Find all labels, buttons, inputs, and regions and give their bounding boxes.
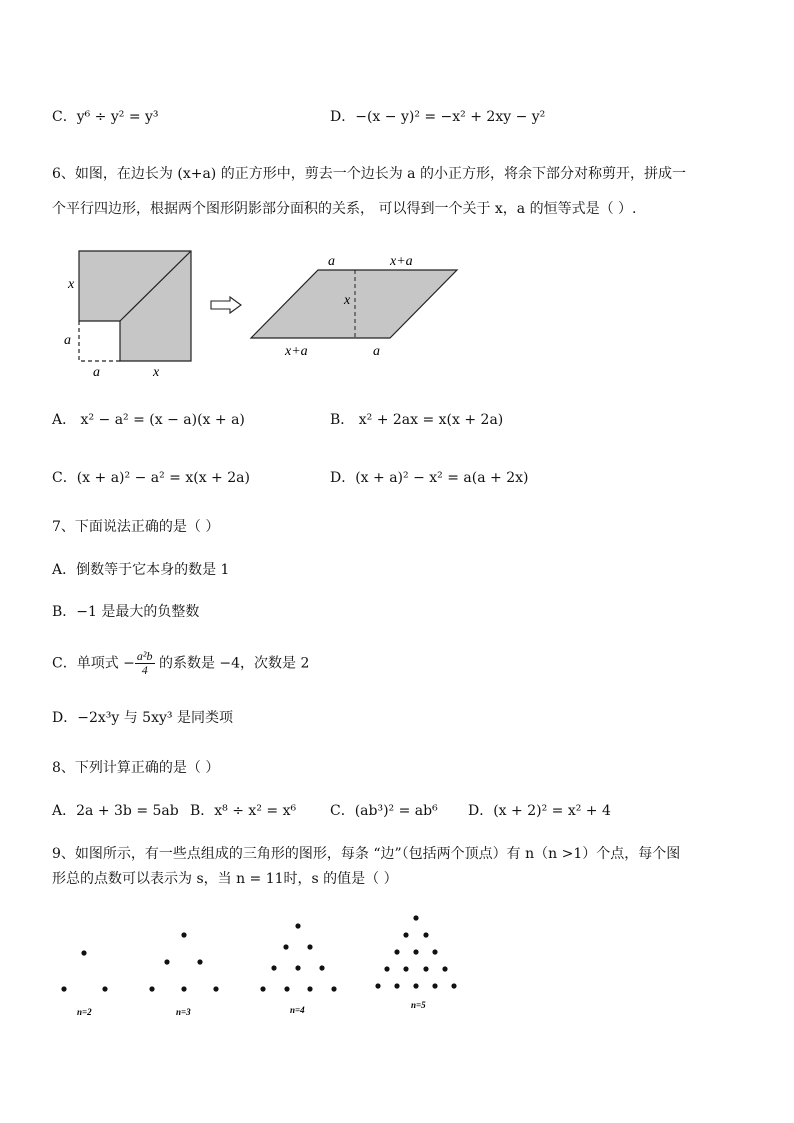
- q6-option-c: C．(x + a)² − a² = x(x + 2a): [52, 470, 250, 486]
- q5-option-d: D．−(x − y)² = −x² + 2xy − y²: [330, 109, 546, 125]
- q6-parallelogram-figure: [245, 248, 465, 366]
- dot: [181, 986, 186, 991]
- dot: [394, 949, 399, 954]
- dot: [284, 986, 289, 991]
- q7-fraction: [135, 650, 155, 677]
- removed-square-dashed: [79, 321, 120, 361]
- q9-stem-line2: 形总的点数可以表示为 s，当 n = 11时，s 的值是（ ）: [52, 871, 398, 887]
- para-label-top-xa: x+a: [390, 254, 413, 269]
- q7-option-c-prefix: C．单项式 −: [52, 655, 135, 672]
- label-n2: n=2: [77, 1007, 92, 1017]
- dot: [432, 949, 437, 954]
- para-label-top-a: a: [328, 254, 335, 269]
- q8-option-d: D．(x + 2)² = x² + 4: [468, 803, 611, 819]
- dot: [331, 986, 336, 991]
- dot: [213, 986, 218, 991]
- q8-stem: 8、下列计算正确的是（ ）: [52, 760, 220, 776]
- q6-stem-line1: 6、如图，在边长为 (x+a) 的正方形中，剪去一个边长为 a 的小正方形，将余下部分对称剪开，拼成一: [52, 166, 686, 182]
- hollow-arrow-icon: [211, 297, 241, 313]
- dot: [413, 915, 418, 920]
- dot: [403, 932, 408, 937]
- dots-n5: [375, 915, 456, 988]
- q6-option-b: B． x² + 2ax = x(x + 2a): [330, 412, 504, 428]
- q7-stem: 7、下面说法正确的是（ ）: [52, 519, 220, 535]
- q8-option-c: C．(ab³)² = ab⁶: [330, 803, 438, 819]
- dots-n4: [260, 923, 336, 991]
- dot: [384, 966, 389, 971]
- dot: [375, 983, 380, 988]
- q9-stem-line1: 9、如图所示，有一些点组成的三角形的图形，每条 “边”（包括两个顶点）有 n（n >1）个点，每个图: [52, 846, 681, 862]
- q6-arrow: [208, 294, 244, 316]
- q7-option-d: D．−2x³y 与 5xy³ 是同类项: [52, 710, 233, 726]
- dot: [102, 986, 107, 991]
- square-label-a-left: a: [64, 333, 71, 348]
- para-label-bottom-xa: x+a: [285, 344, 308, 359]
- q7-option-a: A．倒数等于它本身的数是 1: [52, 562, 230, 578]
- dot: [197, 959, 202, 964]
- q6-option-d: D．(x + a)² − x² = a(a + 2x): [330, 470, 529, 486]
- dot: [451, 983, 456, 988]
- q6-stem-line2: 个平行四边形，根据两个图形阴影部分面积的关系， 可以得到一个关于 x，a 的恒等式是（ ）.: [52, 201, 637, 217]
- q8-option-b: B．x⁸ ÷ x² = x⁶: [190, 803, 297, 819]
- square-label-x-left: x: [68, 277, 75, 292]
- dot: [413, 949, 418, 954]
- q5-option-c: C．y⁶ ÷ y² = y³: [52, 109, 159, 125]
- q7-option-b: B．−1 是最大的负整数: [52, 604, 200, 620]
- parallelogram-shaded: [251, 270, 457, 338]
- square-label-x-bottom: x: [153, 365, 160, 380]
- dot: [307, 944, 312, 949]
- label-n3: n=3: [176, 1007, 191, 1017]
- dot: [307, 986, 312, 991]
- para-label-mid-x: x: [344, 293, 351, 308]
- label-n5: n=5: [411, 1000, 426, 1010]
- dot: [423, 966, 428, 971]
- dot: [403, 966, 408, 971]
- dot: [61, 986, 66, 991]
- dot: [181, 932, 186, 937]
- dot: [413, 983, 418, 988]
- para-label-bottom-a: a: [373, 344, 380, 359]
- dot: [164, 959, 169, 964]
- label-n4: n=4: [290, 1005, 305, 1015]
- dot: [81, 950, 86, 955]
- dot: [295, 965, 300, 970]
- dot: [432, 983, 437, 988]
- dot: [442, 966, 447, 971]
- q6-option-a: A． x² − a² = (x − a)(x + a): [52, 412, 245, 428]
- q8-option-a: A．2a + 3b = 5ab: [52, 803, 179, 819]
- q7-option-c: [52, 650, 309, 677]
- q7-fraction-denominator: 4: [141, 663, 148, 677]
- dots-n3: [149, 932, 218, 991]
- square-label-a-bottom: a: [93, 365, 100, 380]
- dot: [423, 932, 428, 937]
- q9-triangle-dots-figure: [50, 905, 480, 1025]
- q7-fraction-numerator: a²b: [136, 649, 153, 663]
- q7-option-c-suffix: 的系数是 −4，次数是 2: [154, 655, 310, 672]
- dot: [149, 986, 154, 991]
- q6-square-figure: [55, 243, 215, 383]
- dot: [283, 944, 288, 949]
- dot: [394, 983, 399, 988]
- dot: [319, 965, 324, 970]
- dots-n2: [61, 950, 107, 991]
- dot: [260, 986, 265, 991]
- dot: [271, 965, 276, 970]
- dot: [295, 923, 300, 928]
